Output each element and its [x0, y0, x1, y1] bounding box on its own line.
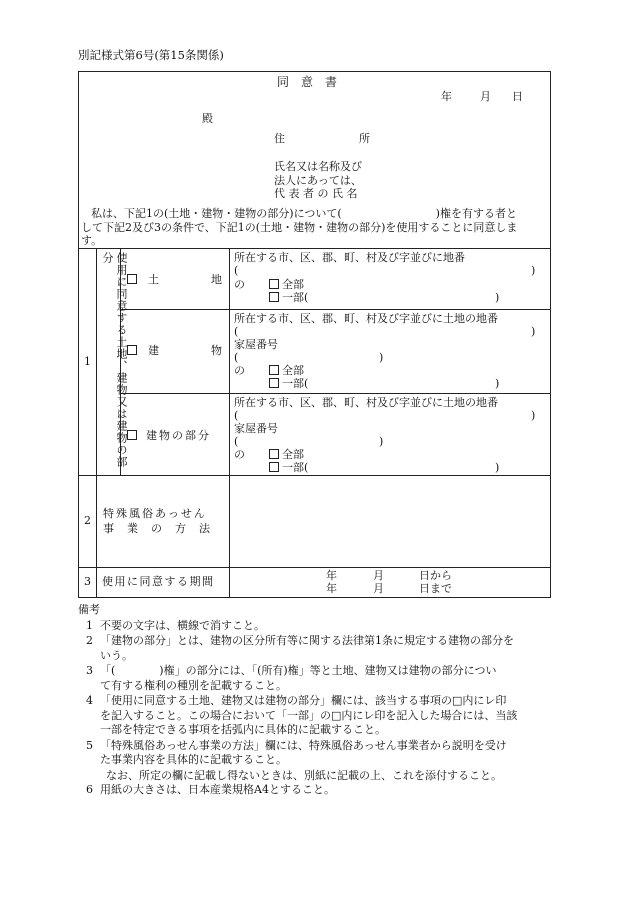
row-divider [229, 309, 550, 310]
remarks [78, 603, 558, 799]
addressee-suffix: 殿 [202, 112, 213, 125]
row-3-number: 3 [84, 575, 91, 588]
building-part-label: 建物の部分 [127, 429, 211, 443]
remark-extra: なお、所定の欄に記載し得ないときは、別紙に記載の上、これを添付すること。 [106, 768, 502, 782]
building-paren-close: ) [531, 325, 536, 338]
form-label: 別記様式第6号(第15条関係) [78, 48, 224, 62]
address-label-1: 住 [274, 132, 285, 145]
remark-item: 3 「( )権」の部分には、「(所有)権」等と土地、建物又は建物の部分につい て有する権利の種別を記載すること。 [86, 664, 497, 692]
name-label-line: 代 表 者 の 氏 名 [274, 187, 358, 200]
row-divider [229, 393, 550, 394]
row-divider [79, 248, 550, 249]
building-part-house-no: 家屋番号 [234, 422, 278, 435]
building-part-paren-close: ) [531, 409, 536, 422]
land-label: 土 地 [127, 273, 222, 287]
land-location-label: 所在する市、区、郡、町、村及び字並びに地番 [234, 251, 465, 264]
building-part-no: の [234, 448, 245, 461]
date-year: 年 [441, 90, 452, 103]
remark-item: 6 用紙の大きさは、日本産業規格A4とすること。 [86, 783, 335, 797]
land-checkbox[interactable] [127, 274, 137, 284]
land-paren-close: ) [531, 264, 536, 277]
row-2-number: 2 [84, 514, 91, 527]
form-title: 同 意 書 [277, 75, 338, 89]
building-part-all-option: 全部 [269, 448, 304, 462]
consent-text [81, 207, 517, 248]
building-part-house-paren-close: ) [379, 435, 384, 448]
row-divider [120, 393, 229, 394]
address-label-2: 所 [359, 132, 370, 145]
building-house-no: 家屋番号 [234, 338, 278, 351]
building-part-option: 一部( [269, 377, 308, 391]
date-day: 日 [512, 90, 523, 103]
building-part-type-checkbox[interactable] [127, 430, 137, 440]
row-3-label: 使用に同意する期間 [102, 575, 215, 588]
building-part-part-checkbox[interactable] [269, 462, 279, 472]
row-2-label [103, 506, 223, 536]
building-house-paren-open: ( [234, 351, 239, 364]
building-part-part-option: 一部( [269, 461, 308, 475]
land-paren-open: ( [234, 264, 239, 277]
period-to-year: 年 [326, 582, 337, 595]
period-from-day: 日から [419, 569, 452, 582]
building-all-checkbox[interactable] [269, 365, 279, 375]
building-part-all-checkbox[interactable] [269, 449, 279, 459]
remark-item: 4 「使用に同意する土地、建物又は建物の部分」欄には、該当する事項の□内にレ印 を記入すること。この場合において「一部」の□内にレ印を記入した場合には、当該 一部を特定できる事項を括弧内に具体的に記載すること。 [86, 694, 518, 737]
building-part-checkbox[interactable] [269, 378, 279, 388]
row-2-label-line: 事業の方法 [103, 522, 223, 535]
building-label: 建 物 [127, 344, 222, 358]
building-paren-open: ( [234, 325, 239, 338]
name-label-line: 氏名又は名称及び [274, 160, 362, 173]
building-part-location-label: 所在する市、区、郡、町、村及び字並びに土地の地番 [234, 396, 498, 409]
building-all-option: 全部 [269, 364, 304, 378]
consent-text-line: す。 [81, 234, 103, 247]
remark-item: 5 「特殊風俗あっせん事業の方法」欄には、特殊風俗あっせん事業者から説明を受け た事業内容を具体的に記載すること。 [86, 738, 507, 767]
building-part-paren-open: ( [234, 409, 239, 422]
land-part-option: 一部( [269, 291, 308, 305]
consent-text-line: して下記2及び3の条件で、下記1の(土地・建物・建物の部分)を使用することに同意しま [81, 220, 518, 234]
name-label-line: 法人にあっては、 [274, 173, 362, 187]
row-divider [120, 309, 229, 310]
name-label [274, 160, 362, 201]
land-part-close: ) [495, 291, 500, 304]
date-month: 月 [480, 90, 491, 103]
period-from-month: 月 [373, 569, 384, 582]
row-divider [79, 567, 550, 568]
land-no: の [234, 278, 245, 291]
building-no: の [234, 364, 245, 377]
remark-item: 1 不要の文字は、横線で消すこと。 [86, 618, 265, 632]
row-1-vertical-label: 使用に同意する土地、建物又は建物の部分 [101, 252, 128, 468]
period-to-day: 日まで [419, 582, 452, 595]
building-part-close: ) [495, 377, 500, 390]
building-checkbox[interactable] [127, 345, 137, 355]
period-from-year: 年 [326, 569, 337, 582]
land-all-option: 全部 [269, 278, 304, 292]
building-house-paren-close: ) [379, 351, 384, 364]
method-field[interactable] [230, 476, 550, 566]
land-all-checkbox[interactable] [269, 279, 279, 289]
building-part-part-close: ) [495, 461, 500, 474]
consent-text-line: 私は、下記1の(土地・建物・建物の部分)について( )権を有する者と [91, 207, 517, 220]
land-part-checkbox[interactable] [269, 292, 279, 302]
column-divider [96, 248, 97, 597]
row-1-number: 1 [84, 355, 91, 368]
remark-item: 2 「建物の部分」とは、建物の区分所有等に関する法律第1条に規定する建物の部分を いう。 [86, 634, 514, 662]
consent-form-frame [78, 71, 551, 598]
remarks-heading: 備考 [78, 603, 100, 616]
building-location-label: 所在する市、区、郡、町、村及び字並びに土地の地番 [234, 312, 498, 325]
row-2-label-line: 特殊風俗あっせん [103, 507, 207, 520]
period-to-month: 月 [373, 582, 384, 595]
building-part-house-paren-open: ( [234, 435, 239, 448]
